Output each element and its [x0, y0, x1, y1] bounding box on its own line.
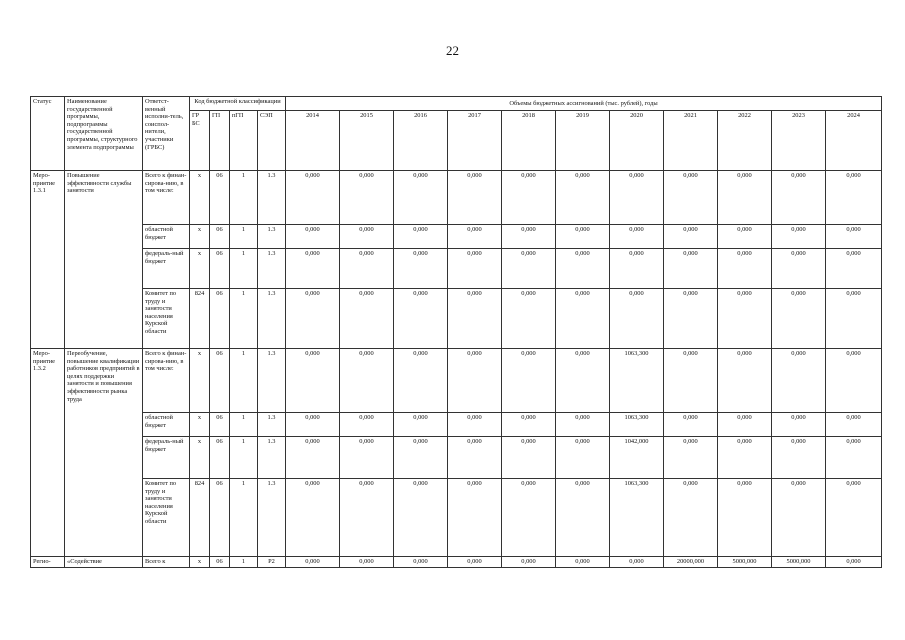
allocation-value-cell: 0,000 [286, 289, 340, 349]
allocation-value-cell: 0,000 [772, 171, 826, 225]
allocation-value-cell: 0,000 [340, 249, 394, 289]
allocation-value-cell: 0,000 [718, 349, 772, 413]
allocation-value-cell: 5000,000 [718, 557, 772, 568]
allocation-value-cell: 0,000 [664, 413, 718, 437]
header-year: 2020 [610, 111, 664, 171]
budget-code-cell: х [190, 413, 210, 437]
allocation-value-cell: 0,000 [556, 349, 610, 413]
allocation-value-cell: 0,000 [502, 557, 556, 568]
allocation-value-cell: 0,000 [718, 225, 772, 249]
allocation-value-cell: 0,000 [718, 437, 772, 479]
allocation-value-cell: 0,000 [718, 171, 772, 225]
allocation-value-cell: 0,000 [502, 171, 556, 225]
budget-code-cell: х [190, 225, 210, 249]
row-responsible: Всего к финан-сирова-нию, в том числе: [143, 171, 190, 225]
budget-code-cell: 1.3 [258, 171, 286, 225]
allocation-value-cell: 5000,000 [772, 557, 826, 568]
budget-code-cell: 1.3 [258, 249, 286, 289]
budget-code-cell: х [190, 437, 210, 479]
budget-code-cell: 06 [210, 557, 230, 568]
budget-code-cell: х [190, 557, 210, 568]
allocation-value-cell: 0,000 [340, 479, 394, 557]
header-year: 2019 [556, 111, 610, 171]
header-year: 2017 [448, 111, 502, 171]
table-row [31, 171, 882, 225]
table-row [31, 437, 882, 479]
allocation-value-cell: 0,000 [448, 225, 502, 249]
budget-code-cell: 1 [230, 249, 258, 289]
budget-code-cell: 06 [210, 249, 230, 289]
row-responsible: областной бюджет [143, 413, 190, 437]
allocation-value-cell: 0,000 [448, 289, 502, 349]
allocation-value-cell: 0,000 [394, 413, 448, 437]
budget-code-cell: 1.3 [258, 479, 286, 557]
allocation-value-cell: 0,000 [826, 413, 882, 437]
header-volumes-group: Объемы бюджетных ассигнований (тыс. рублей), годы [286, 97, 882, 111]
allocation-value-cell: 0,000 [502, 249, 556, 289]
budget-code-cell: 1 [230, 225, 258, 249]
allocation-value-cell: 0,000 [664, 289, 718, 349]
budget-code-cell: 824 [190, 479, 210, 557]
budget-code-cell: х [190, 349, 210, 413]
allocation-value-cell: 20000,000 [664, 557, 718, 568]
row-name: Повышение эффективности службы занятости [65, 171, 143, 349]
row-responsible: Комитет по труду и занятости населения Курской области [143, 289, 190, 349]
allocation-value-cell: 0,000 [826, 225, 882, 249]
allocation-value-cell: 0,000 [718, 289, 772, 349]
allocation-value-cell: 0,000 [664, 249, 718, 289]
allocation-value-cell: 0,000 [556, 249, 610, 289]
allocation-value-cell: 0,000 [340, 413, 394, 437]
allocation-value-cell: 0,000 [664, 479, 718, 557]
allocation-value-cell: 0,000 [286, 171, 340, 225]
allocation-value-cell: 0,000 [394, 479, 448, 557]
allocation-value-cell: 0,000 [502, 479, 556, 557]
allocation-value-cell: 0,000 [286, 437, 340, 479]
allocation-value-cell: 0,000 [826, 557, 882, 568]
allocation-value-cell: 0,000 [286, 249, 340, 289]
allocation-value-cell: 0,000 [448, 479, 502, 557]
table-row [31, 249, 882, 289]
row-responsible: областной бюджет [143, 225, 190, 249]
header-year: 2024 [826, 111, 882, 171]
table-row [31, 479, 882, 557]
row-responsible: Комитет по труду и занятости населения Курской области [143, 479, 190, 557]
allocation-value-cell: 0,000 [340, 557, 394, 568]
budget-code-cell: 1.3 [258, 225, 286, 249]
budget-code-cell: 1 [230, 557, 258, 568]
budget-code-cell: 06 [210, 171, 230, 225]
allocation-value-cell: 0,000 [502, 437, 556, 479]
budget-code-cell: 824 [190, 289, 210, 349]
header-year: 2018 [502, 111, 556, 171]
budget-code-cell: 1.3 [258, 413, 286, 437]
budget-code-cell: 06 [210, 437, 230, 479]
allocation-value-cell: 0,000 [772, 249, 826, 289]
allocation-value-cell: 0,000 [610, 557, 664, 568]
allocation-value-cell: 0,000 [610, 225, 664, 249]
allocation-value-cell: 0,000 [394, 557, 448, 568]
allocation-value-cell: 0,000 [772, 349, 826, 413]
budget-code-cell: 06 [210, 349, 230, 413]
budget-code-cell: 06 [210, 479, 230, 557]
header-code-pgp: пГП [230, 111, 258, 171]
header-year: 2023 [772, 111, 826, 171]
allocation-value-cell: 0,000 [826, 289, 882, 349]
budget-code-cell: 06 [210, 225, 230, 249]
allocation-value-cell: 0,000 [448, 557, 502, 568]
allocation-value-cell: 0,000 [448, 413, 502, 437]
allocation-value-cell: 0,000 [286, 557, 340, 568]
header-code-group: Код бюджетной классификации [190, 97, 286, 111]
table-row [31, 349, 882, 413]
budget-code-cell: 06 [210, 289, 230, 349]
allocation-value-cell: 0,000 [772, 437, 826, 479]
allocation-value-cell: 0,000 [826, 249, 882, 289]
allocation-value-cell: 1063,300 [610, 349, 664, 413]
page-number: 22 [446, 43, 459, 58]
row-responsible: федераль-ный бюджет [143, 437, 190, 479]
header-year: 2021 [664, 111, 718, 171]
allocation-value-cell: 1063,300 [610, 479, 664, 557]
budget-code-cell: 1 [230, 479, 258, 557]
row-status: Регио- [31, 557, 65, 568]
allocation-value-cell: 0,000 [286, 413, 340, 437]
allocation-value-cell: 0,000 [664, 437, 718, 479]
table-row [31, 413, 882, 437]
row-responsible: Всего к [143, 557, 190, 568]
allocation-value-cell: 0,000 [556, 225, 610, 249]
allocation-value-cell: 0,000 [664, 171, 718, 225]
allocation-value-cell: 0,000 [502, 349, 556, 413]
allocation-value-cell: 0,000 [718, 413, 772, 437]
row-responsible: федераль-ный бюджет [143, 249, 190, 289]
allocation-value-cell: 0,000 [394, 171, 448, 225]
allocation-value-cell: 0,000 [286, 479, 340, 557]
allocation-value-cell: 0,000 [826, 171, 882, 225]
allocation-value-cell: 0,000 [772, 479, 826, 557]
allocation-value-cell: 0,000 [340, 225, 394, 249]
allocation-value-cell: 0,000 [664, 349, 718, 413]
allocation-value-cell: 0,000 [826, 349, 882, 413]
header-year: 2016 [394, 111, 448, 171]
table-row [31, 289, 882, 349]
header-code-grbs: ГР БС [190, 111, 210, 171]
header-year: 2014 [286, 111, 340, 171]
budget-code-cell: 1.3 [258, 349, 286, 413]
table-body [31, 171, 882, 568]
allocation-value-cell: 0,000 [286, 349, 340, 413]
allocation-value-cell: 0,000 [448, 437, 502, 479]
allocation-value-cell: 0,000 [556, 289, 610, 349]
budget-code-cell: 06 [210, 413, 230, 437]
allocation-value-cell: 0,000 [340, 349, 394, 413]
budget-code-cell: 1 [230, 413, 258, 437]
allocation-value-cell: 0,000 [448, 249, 502, 289]
allocation-value-cell: 0,000 [502, 413, 556, 437]
allocation-value-cell: 1063,300 [610, 413, 664, 437]
allocation-value-cell: 0,000 [826, 437, 882, 479]
allocation-value-cell: 0,000 [394, 349, 448, 413]
allocation-value-cell: 0,000 [394, 289, 448, 349]
allocation-value-cell: 0,000 [448, 171, 502, 225]
allocation-value-cell: 0,000 [556, 413, 610, 437]
budget-code-cell: 1 [230, 349, 258, 413]
header-responsible: Ответст-венный исполни-тель, соиспол-нители, участники (ГРБС) [143, 97, 190, 171]
allocation-value-cell: 0,000 [340, 171, 394, 225]
allocation-value-cell: 0,000 [772, 225, 826, 249]
allocation-value-cell: 0,000 [502, 289, 556, 349]
budget-code-cell: х [190, 171, 210, 225]
allocation-value-cell: 0,000 [610, 171, 664, 225]
header-row-top [31, 97, 882, 111]
allocation-value-cell: 0,000 [772, 289, 826, 349]
allocation-value-cell: 0,000 [718, 249, 772, 289]
allocation-value-cell: 0,000 [556, 479, 610, 557]
budget-code-cell: 1 [230, 171, 258, 225]
allocation-value-cell: 0,000 [394, 249, 448, 289]
budget-allocation-table [30, 96, 882, 568]
row-name: «Содействие [65, 557, 143, 568]
allocation-value-cell: 0,000 [556, 437, 610, 479]
row-responsible: Всего к финан-сирова-нию, в том числе: [143, 349, 190, 413]
header-name: Наименование государственной программы, подпрограммы государственной программы, структурного элемента подпрограммы [65, 97, 143, 171]
header-code-sep: СЭП [258, 111, 286, 171]
header-code-gp: ГП [210, 111, 230, 171]
allocation-value-cell: 0,000 [502, 225, 556, 249]
budget-code-cell: 1 [230, 289, 258, 349]
allocation-value-cell: 0,000 [772, 413, 826, 437]
header-year: 2015 [340, 111, 394, 171]
row-name: Переобучение, повышение квалификации работников предприятий в целях поддержки занятости и повышения эффективности рынка труда [65, 349, 143, 557]
allocation-value-cell: 0,000 [394, 225, 448, 249]
allocation-value-cell: 0,000 [718, 479, 772, 557]
allocation-value-cell: 0,000 [340, 437, 394, 479]
budget-code-cell: х [190, 249, 210, 289]
budget-code-cell: Р2 [258, 557, 286, 568]
allocation-value-cell: 0,000 [610, 289, 664, 349]
allocation-value-cell: 0,000 [448, 349, 502, 413]
budget-code-cell: 1.3 [258, 289, 286, 349]
allocation-value-cell: 0,000 [394, 437, 448, 479]
allocation-value-cell: 0,000 [286, 225, 340, 249]
header-year: 2022 [718, 111, 772, 171]
allocation-value-cell: 0,000 [556, 171, 610, 225]
allocation-value-cell: 1042,000 [610, 437, 664, 479]
allocation-value-cell: 0,000 [826, 479, 882, 557]
row-status: Меро-приятие 1.3.2 [31, 349, 65, 557]
budget-code-cell: 1 [230, 437, 258, 479]
allocation-value-cell: 0,000 [556, 557, 610, 568]
allocation-value-cell: 0,000 [664, 225, 718, 249]
table-row [31, 225, 882, 249]
budget-code-cell: 1.3 [258, 437, 286, 479]
allocation-value-cell: 0,000 [610, 249, 664, 289]
row-status: Меро-приятие 1.3.1 [31, 171, 65, 349]
allocation-value-cell: 0,000 [340, 289, 394, 349]
header-status: Статус [31, 97, 65, 171]
table-row [31, 557, 882, 568]
